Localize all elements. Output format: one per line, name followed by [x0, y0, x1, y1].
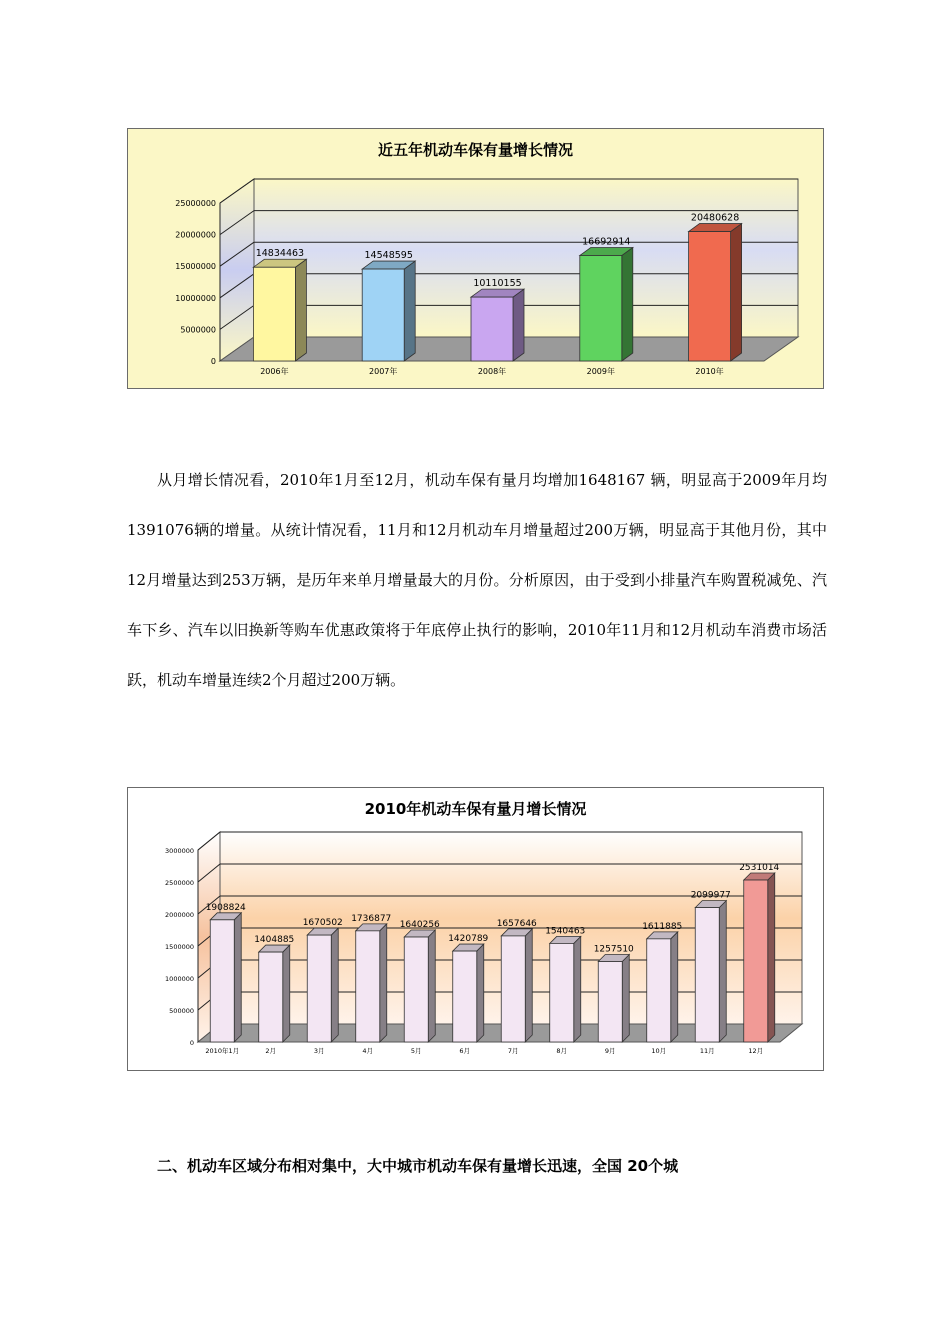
data-label: 1540463 — [545, 926, 586, 937]
data-label: 1670502 — [302, 918, 343, 929]
data-label: 2099977 — [690, 890, 731, 901]
data-label: 20480628 — [690, 212, 740, 224]
x-tick-label: 11月 — [699, 1047, 715, 1055]
bar-side — [380, 924, 387, 1042]
x-tick-label: 2007年 — [369, 367, 398, 376]
bar-side — [622, 248, 633, 361]
side-wall — [220, 179, 254, 361]
bar-side — [768, 873, 775, 1042]
bar — [695, 908, 719, 1042]
y-tick-label: 2500000 — [165, 879, 194, 887]
y-tick-label: 0 — [210, 357, 216, 366]
bar — [362, 269, 404, 361]
bar-side — [525, 929, 532, 1042]
data-label: 1736877 — [351, 913, 392, 924]
y-tick-label: 0 — [189, 1039, 194, 1047]
data-label: 1404885 — [254, 935, 295, 946]
bar — [471, 297, 513, 361]
bar — [307, 935, 331, 1042]
data-label: 1908824 — [205, 902, 246, 913]
x-tick-label: 9月 — [604, 1047, 616, 1055]
bar-side — [513, 289, 524, 361]
section-heading: 二、机动车区域分布相对集中，大中城市机动车保有量增长迅速，全国 20个城 — [157, 1157, 679, 1175]
x-tick-label: 12月 — [748, 1047, 764, 1055]
y-tick-label: 5000000 — [180, 325, 216, 335]
data-label: 10110155 — [473, 278, 522, 290]
bar — [744, 880, 768, 1042]
bar — [580, 256, 622, 361]
x-tick-label: 6月 — [459, 1047, 471, 1055]
chart-vehicle-5yr-plot — [128, 129, 825, 390]
bar-side — [731, 224, 742, 361]
y-tick-label: 25000000 — [175, 199, 216, 208]
bar — [453, 951, 477, 1042]
bar-side — [477, 944, 484, 1042]
chart-title: 近五年机动车保有量增长情况 — [377, 141, 573, 159]
bar-side — [234, 913, 241, 1042]
x-tick-label: 2006年 — [260, 367, 289, 376]
data-label: 14834463 — [255, 248, 305, 260]
bar-side — [622, 955, 629, 1042]
x-tick-label: 8月 — [556, 1047, 568, 1055]
x-tick-label: 2010年 — [695, 367, 724, 376]
data-label: 1657646 — [496, 918, 537, 929]
bar — [501, 936, 525, 1042]
y-tick-label: 500000 — [169, 1007, 194, 1015]
data-label: 1611885 — [642, 921, 683, 932]
x-tick-label: 4月 — [362, 1047, 374, 1055]
y-tick-label: 1500000 — [165, 943, 194, 951]
bar-side — [404, 261, 415, 361]
bar — [253, 267, 295, 361]
data-label: 2531014 — [739, 863, 780, 874]
chart-title: 2010年机动车保有量月增长情况 — [364, 800, 587, 818]
y-tick-label: 3000000 — [165, 847, 194, 855]
bar — [404, 937, 428, 1042]
x-tick-label: 5月 — [410, 1047, 422, 1055]
x-tick-label: 7月 — [507, 1047, 519, 1055]
bar-side — [671, 932, 678, 1042]
bar-side — [331, 928, 338, 1042]
bar-side — [574, 936, 581, 1042]
y-tick-label: 10000000 — [175, 293, 216, 303]
bar-side — [428, 930, 435, 1042]
x-tick-label: 2月 — [265, 1047, 277, 1055]
bar-side — [719, 901, 726, 1042]
x-tick-label: 2010年1月 — [205, 1047, 240, 1055]
bar-side — [295, 259, 306, 361]
bar — [210, 920, 234, 1042]
paragraph: 从月增长情况看，2010年1月至12月，机动车保有量月均增加1648167 辆，明显高于2009年月均1391076辆的增量。从统计情况看，11月和12月机动车月增量超过200万辆，明显高于其他月份，其中12月增量达到253万辆，是历年来单月增量最大的月份。分析原因，由于受到小排量汽车购置税减免、汽车下乡、汽车以旧换新等购车优惠政策将于年底停止执行的影响，2010年11月和12月机动车消费市场活跃，机动车增量连续2个月超过200万辆。 — [127, 471, 827, 689]
x-tick-label: 2009年 — [586, 367, 615, 376]
bar — [259, 952, 283, 1042]
data-label: 14548595 — [364, 250, 413, 262]
y-tick-label: 1000000 — [165, 975, 194, 983]
chart-monthly-2010 — [127, 787, 824, 1071]
bar-side — [283, 945, 290, 1042]
chart-monthly-2010-plot — [128, 788, 825, 1072]
data-label: 1257510 — [593, 944, 634, 955]
data-label: 1420789 — [448, 934, 489, 945]
bar — [647, 939, 671, 1042]
y-tick-label: 2000000 — [165, 911, 194, 919]
x-tick-label: 2008年 — [477, 367, 507, 376]
chart-vehicle-5yr — [127, 128, 824, 389]
bar — [689, 232, 731, 361]
x-tick-label: 10月 — [651, 1047, 667, 1055]
data-label: 16692914 — [582, 236, 631, 248]
bar — [356, 931, 380, 1042]
y-tick-label: 20000000 — [175, 230, 216, 240]
bar — [598, 962, 622, 1042]
x-tick-label: 3月 — [313, 1047, 325, 1055]
data-label: 1640256 — [399, 920, 440, 931]
y-tick-label: 15000000 — [175, 262, 216, 272]
bar — [550, 943, 574, 1042]
